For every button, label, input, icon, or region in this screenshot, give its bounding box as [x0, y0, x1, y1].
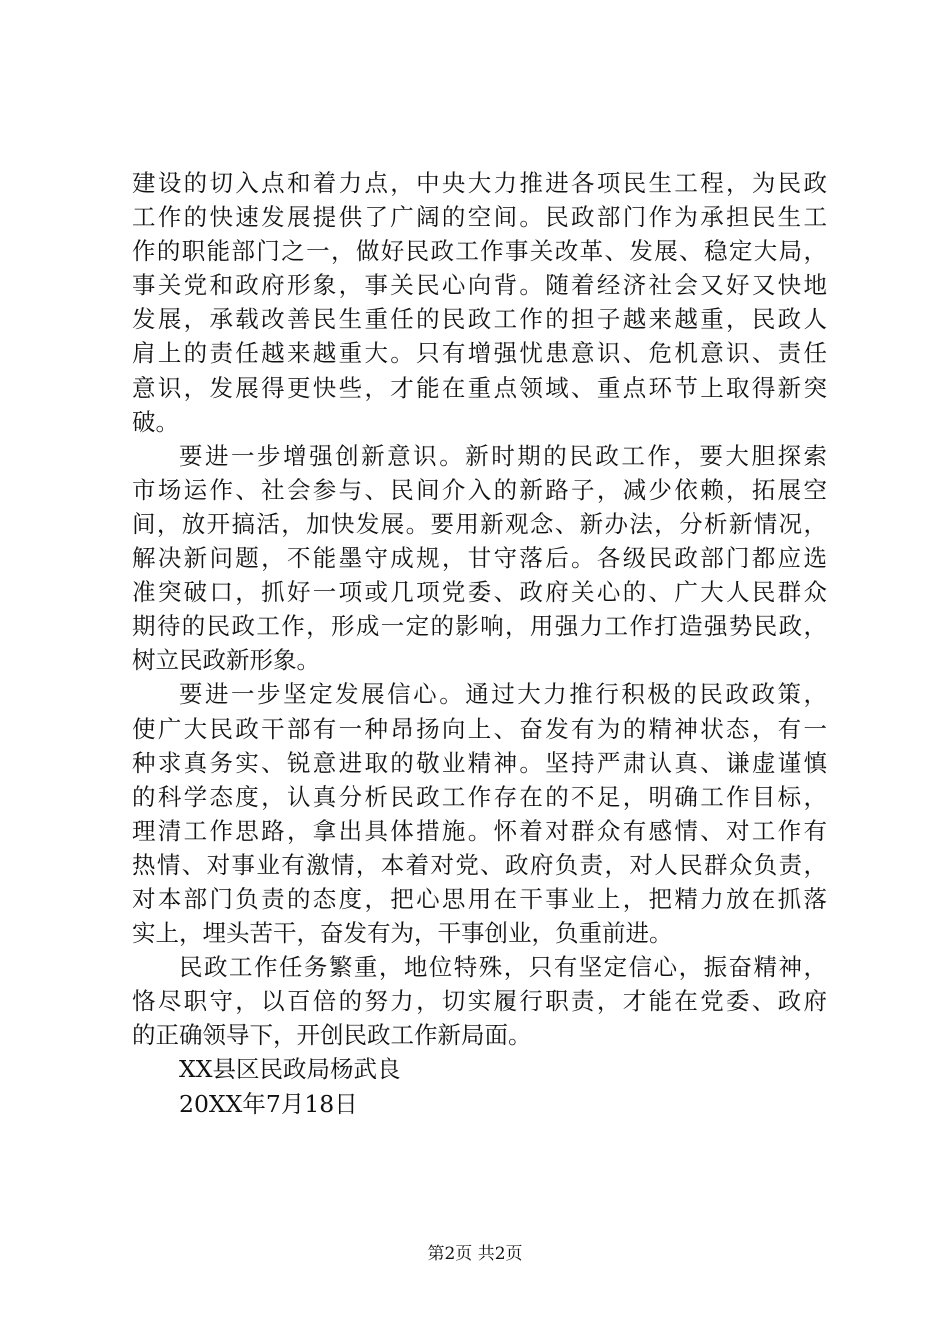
text-line: 使广大民政干部有一种昂扬向上、奋发有为的精神状态，有一	[132, 714, 827, 743]
text-line: 实上，埋头苦干，奋发有为，干事创业，负重前进。	[132, 919, 673, 948]
text-line: 事关党和政府形象，事关民心向背。随着经济社会又好又快地	[132, 271, 827, 300]
text-line: 恪尽职守，以百倍的努力，切实履行职责，才能在党委、政府	[132, 987, 827, 1016]
text-line: 的科学态度，认真分析民政工作存在的不足，明确工作目标，	[132, 782, 827, 811]
text-line: 解决新问题，不能墨守成规，甘守落后。各级民政部门都应选	[132, 544, 827, 573]
text-line: 破。	[132, 407, 179, 436]
text-line: 工作的快速发展提供了广阔的空间。民政部门作为承担民生工	[132, 203, 827, 232]
text-line: 的正确领导下，开创民政工作新局面。	[132, 1021, 532, 1050]
page-footer: 第2页 共2页	[427, 1244, 523, 1264]
text-line: 市场运作、社会参与、民间介入的新路子，减少依赖，拓展空	[132, 475, 827, 504]
text-line: 间，放开搞活，加快发展。要用新观念、新办法，分析新情况，	[132, 509, 827, 538]
text-line: 意识，发展得更快些，才能在重点领域、重点环节上取得新突	[132, 373, 827, 402]
signature-date: 20XX年7月18日	[179, 1089, 358, 1118]
text-line: 民政工作任务繁重，地位特殊，只有坚定信心，振奋精神，	[179, 953, 827, 982]
text-line: 要进一步增强创新意识。新时期的民政工作，要大胆探索	[179, 441, 827, 470]
text-line: 理清工作思路，拿出具体措施。怀着对群众有感情、对工作有	[132, 816, 827, 845]
text-line: 期待的民政工作，形成一定的影响，用强力工作打造强势民政，	[132, 612, 827, 641]
text-line: 种求真务实、锐意进取的敬业精神。坚持严肃认真、谦虚谨慎	[132, 748, 827, 777]
signature-author: XX县区民政局杨武良	[179, 1055, 401, 1084]
text-line: 要进一步坚定发展信心。通过大力推行积极的民政政策，	[179, 680, 827, 709]
text-line: 发展，承载改善民生重任的民政工作的担子越来越重，民政人	[132, 305, 827, 334]
document-body	[132, 166, 827, 1121]
text-line: 肩上的责任越来越重大。只有增强忧患意识、危机意识、责任	[132, 339, 827, 368]
text-line: 树立民政新形象。	[132, 646, 320, 675]
text-line: 热情、对事业有激情，本着对党、政府负责，对人民群众负责，	[132, 850, 827, 879]
text-line: 准突破口，抓好一项或几项党委、政府关心的、广大人民群众	[132, 578, 827, 607]
text-line: 对本部门负责的态度，把心思用在干事业上，把精力放在抓落	[132, 884, 827, 913]
text-line: 作的职能部门之一，做好民政工作事关改革、发展、稳定大局，	[132, 237, 827, 266]
text-line: 建设的切入点和着力点，中央大力推进各项民生工程，为民政	[132, 169, 827, 197]
